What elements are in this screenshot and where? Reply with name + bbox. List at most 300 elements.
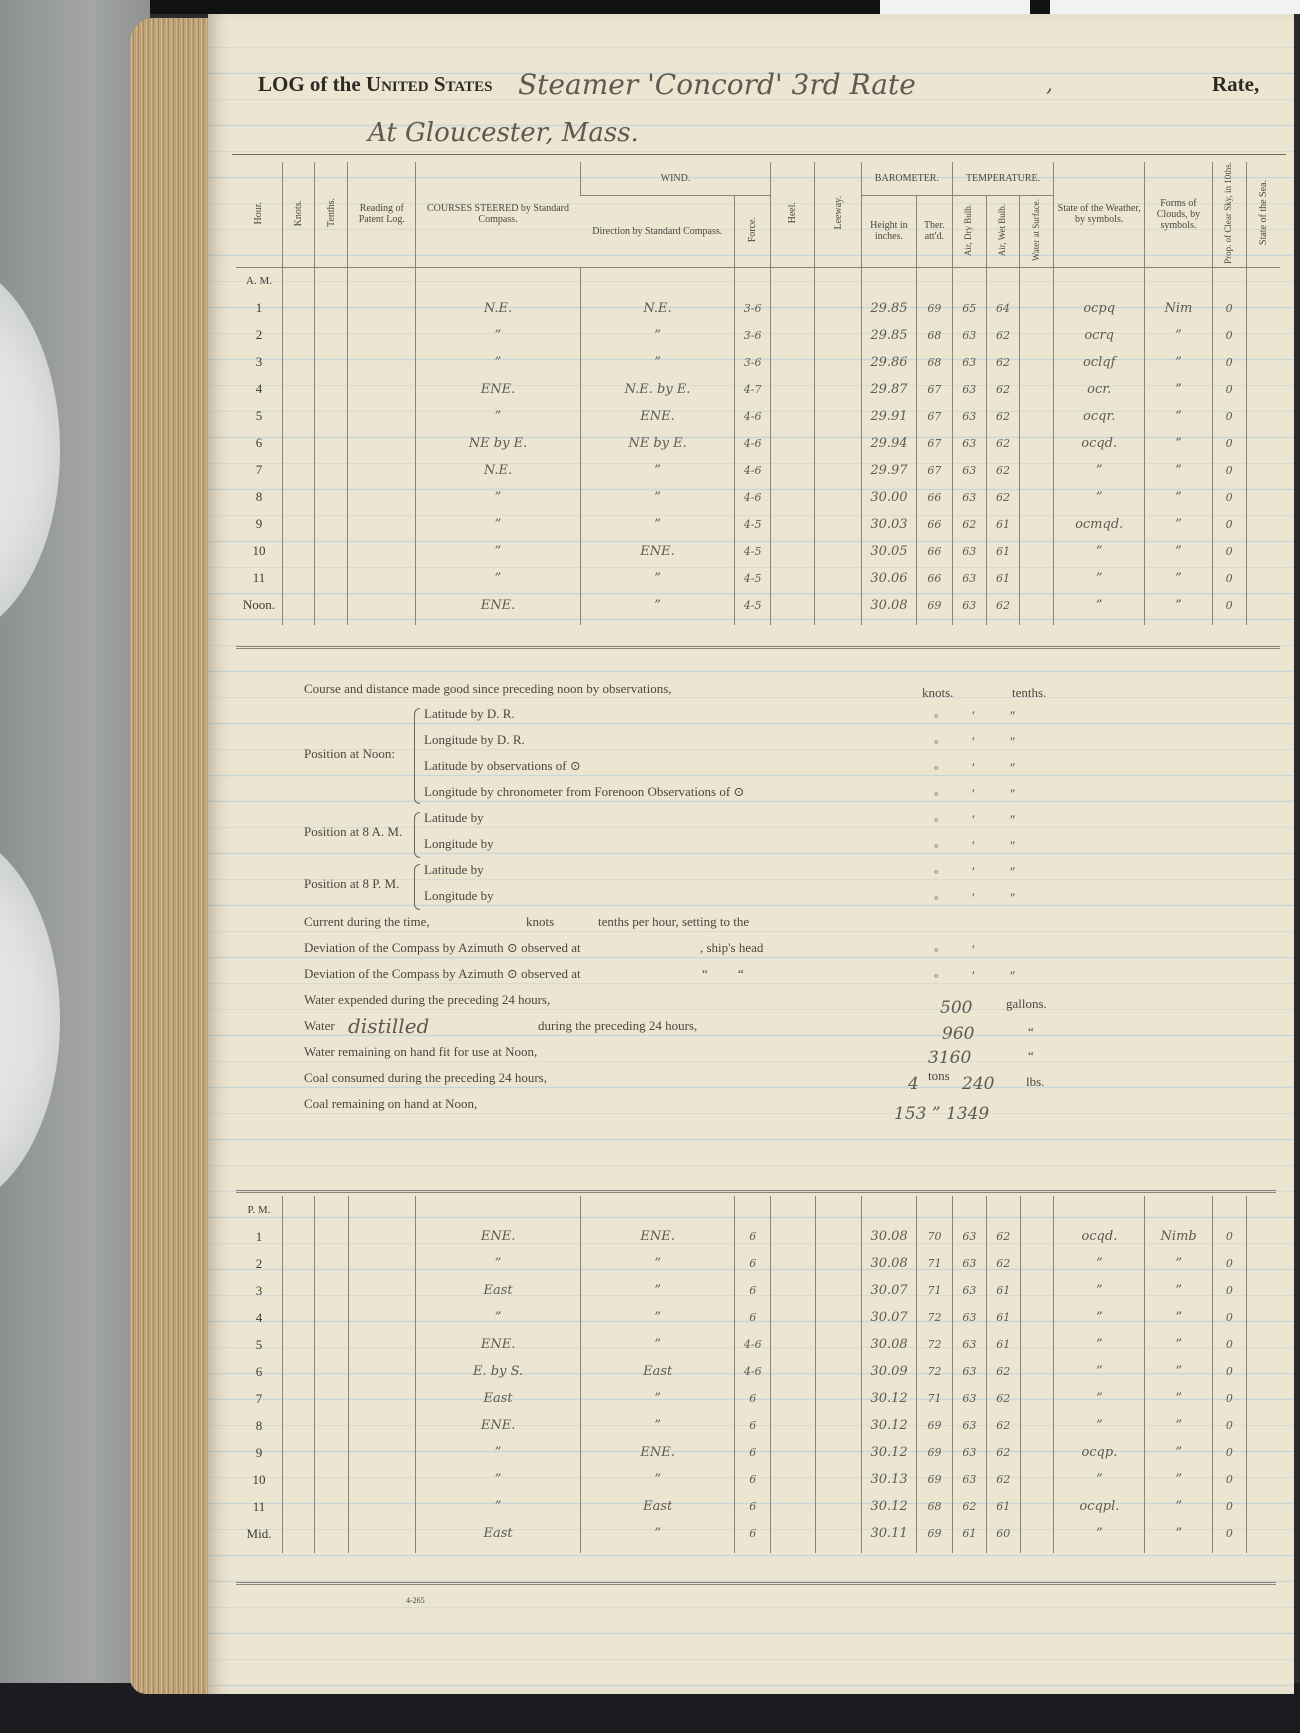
cell-wet: 62 [986,349,1020,376]
cell-wet: 61 [986,511,1020,538]
table-cell [1246,457,1280,484]
table-cell [236,619,282,625]
table-cell [735,619,771,625]
table-row [236,457,1280,484]
table-row [236,1304,1276,1331]
table-cell [1246,1439,1276,1466]
table-cell [771,1385,815,1412]
cell-weather: ocqd. [1054,1223,1145,1250]
table-cell [283,1331,315,1358]
cell-clouds: ” [1145,1466,1213,1493]
cell-clouds: ” [1145,511,1213,538]
cell-clear: 0 [1212,1223,1246,1250]
cell-ther: 69 [917,1520,953,1547]
cell-course: ” [416,1493,581,1520]
cell-clouds: ” [1145,376,1213,403]
cell-weather: ” [1054,1385,1145,1412]
lon-dr-label: Longitude by D. R. [424,732,525,747]
table-cell [771,1358,815,1385]
cell-clear: 0 [1212,592,1246,619]
cell-clear: 0 [1212,1466,1246,1493]
table-row [236,267,1280,295]
cell-force: 6 [735,1466,771,1493]
cell-dry: 63 [953,1304,987,1331]
water-remaining-label: Water remaining on hand fit for use at Noon, [304,1044,538,1059]
table-cell [1246,1358,1276,1385]
table-cell [952,267,986,295]
table-row [236,1493,1276,1520]
table-cell [815,1358,862,1385]
cell-dry: 63 [953,1439,987,1466]
table-row [236,376,1280,403]
cell-height: 29.97 [861,457,916,484]
table-cell [282,511,314,538]
cell-clouds: ” [1145,322,1213,349]
cell-course: ” [416,484,581,511]
table-cell [815,1493,862,1520]
table-cell [283,1358,315,1385]
cell-force: 6 [735,1493,771,1520]
cell-course: ” [416,1466,581,1493]
table-row [236,1385,1276,1412]
table-cell [348,1439,416,1466]
cell-hour: Noon. [242,597,276,613]
table-cell [314,267,348,295]
cell-wet: 62 [986,484,1020,511]
table-cell [1020,1358,1054,1385]
water-distilled-label: during the preceding 24 hours, [538,1018,698,1033]
cell-hour: 9 [255,1444,263,1460]
cell-wet: 62 [986,403,1020,430]
table-cell [815,484,861,511]
cell-ther: 71 [917,1385,953,1412]
cell-weather: ocqp. [1054,1439,1145,1466]
cell-course: ” [416,1250,581,1277]
table-cell [771,565,815,592]
table-cell [348,592,416,619]
table-cell [1246,295,1280,322]
min-mark: ′ [972,734,975,749]
table-cell [771,592,815,619]
cell-wet: 62 [986,322,1020,349]
col-ther: Ther. att'd. [916,195,952,267]
table-cell [815,403,861,430]
lon-chron-label: Longitude by chronometer from Forenoon Observations of ⊙ [424,784,745,799]
cell-ther: 72 [917,1358,953,1385]
table-cell [1020,484,1054,511]
cell-clear: 0 [1212,1520,1246,1547]
table-cell [1246,1223,1276,1250]
cell-force: 6 [735,1304,771,1331]
cell-clouds: ” [1145,1358,1213,1385]
am-log-table [236,162,1280,625]
cell-course: East [416,1520,581,1547]
water-distilled-hand: distilled [348,1014,430,1038]
table-cell [771,1493,815,1520]
table-cell [1020,1466,1054,1493]
table-row [236,349,1280,376]
col-leeway: Leeway. [815,162,861,267]
table-row [236,430,1280,457]
col-tenths: Tenths. [314,162,348,267]
table-cell [1020,1277,1054,1304]
position-8am-label: Position at 8 A. M. [304,824,403,839]
table-cell [862,1196,917,1223]
cell-ther: 70 [917,1223,953,1250]
vessel-name: Steamer 'Concord' 3rd Rate [518,68,916,101]
table-cell [771,403,815,430]
ditto-mark: “ [1028,1048,1034,1063]
ditto-mark: “ [702,966,708,981]
table-cell [815,1385,862,1412]
min-mark: ′ [972,942,975,957]
table-cell [1246,619,1280,625]
cell-course: East [416,1277,581,1304]
table-cell [1246,1304,1276,1331]
col-wind: WIND. [580,162,770,195]
cell-force: 3-6 [735,349,771,376]
cell-force: 6 [735,1385,771,1412]
table-cell [1246,1493,1276,1520]
table-cell [1246,1385,1276,1412]
table-cell [1020,1439,1054,1466]
table-cell [314,457,348,484]
cell-wind: East [581,1358,735,1385]
cell-ther: 66 [916,538,952,565]
cell-ther: 71 [917,1250,953,1277]
table-cell [1246,376,1280,403]
cell-course: ” [416,511,581,538]
cell-course: N.E. [416,457,581,484]
table-cell [1020,349,1054,376]
cell-course: ENE. [416,1331,581,1358]
cell-ther: 72 [917,1304,953,1331]
table-cell [416,267,581,295]
table-cell [815,322,861,349]
table-cell [771,1466,815,1493]
table-cell [283,1223,315,1250]
cell-force: 3-6 [735,322,771,349]
table-cell [283,1466,315,1493]
table-cell [314,1385,348,1412]
table-cell [282,376,314,403]
position-8pm-label: Position at 8 P. M. [304,876,400,891]
table-cell [861,619,916,625]
table-cell [862,1547,917,1553]
table-cell [916,619,952,625]
table-cell [348,484,416,511]
table-cell [1020,511,1054,538]
min-mark: ′ [972,968,975,983]
table-cell [1020,322,1054,349]
table-cell [348,403,416,430]
top-strip [150,0,1300,14]
cell-hour: 5 [255,1336,263,1352]
table-cell [1020,1304,1054,1331]
table-cell [986,1196,1020,1223]
cell-wind: ” [580,457,734,484]
table-cell [815,1277,862,1304]
cell-force: 6 [735,1250,771,1277]
cell-weather: ” [1054,1412,1145,1439]
brace [414,708,420,804]
table-cell [348,1466,416,1493]
table-row [236,322,1280,349]
cell-clouds: ” [1145,1385,1213,1412]
cell-weather: ocrq [1054,322,1145,349]
table-cell [581,1547,735,1553]
deg-mark: ◦ [934,734,939,749]
table-cell [1212,267,1246,295]
brace [414,812,420,858]
cell-weather: ocqpl. [1054,1493,1145,1520]
table-cell [917,1196,953,1223]
cell-clear: 0 [1212,430,1246,457]
cell-dry: 63 [953,1223,987,1250]
cell-dry: 62 [953,1493,987,1520]
table-cell [771,538,815,565]
table-cell [1246,1250,1276,1277]
table-cell [771,295,815,322]
cell-wind: ” [581,1277,735,1304]
cell-clear: 0 [1212,511,1246,538]
table-cell [580,267,734,295]
cell-course: East [416,1385,581,1412]
cell-clouds: ” [1145,349,1213,376]
rule [236,646,1280,649]
table-cell [348,267,416,295]
cell-course: E. by S. [416,1358,581,1385]
table-cell [314,1277,348,1304]
cell-clear: 0 [1212,1493,1246,1520]
cell-force: 4-7 [735,376,771,403]
table-cell [314,1493,348,1520]
cell-clouds: ” [1145,565,1213,592]
cell-weather: ” [1054,1466,1145,1493]
table-cell [282,565,314,592]
table-cell [416,1547,581,1553]
sec-mark: ″ [1010,786,1016,801]
table-cell [1246,1277,1276,1304]
cell-height: 30.06 [861,565,916,592]
cell-clear: 0 [1212,457,1246,484]
position-noon-label: Position at Noon: [304,746,396,761]
table-cell [282,592,314,619]
cell-clear: 0 [1212,1331,1246,1358]
lon-by-label: Longitude by [424,836,494,851]
table-cell [1246,322,1280,349]
table-cell [348,538,416,565]
water-remaining-value: 3160 [928,1048,972,1068]
cell-wind: ENE. [581,1223,735,1250]
table-cell [283,1277,315,1304]
cell-clear: 0 [1212,376,1246,403]
cell-wind: ” [580,565,734,592]
min-mark: ′ [972,890,975,905]
cell-wind: ” [581,1250,735,1277]
table-cell [1020,457,1054,484]
cell-ther: 69 [916,592,952,619]
table-cell [815,538,861,565]
cell-height: 30.12 [862,1493,917,1520]
table-row [236,619,1280,625]
cell-weather: ” [1054,1277,1145,1304]
table-cell [735,1547,771,1553]
cell-course: ” [416,403,581,430]
cell-weather: ocmqd. [1054,511,1145,538]
table-cell [1054,1547,1145,1553]
table-cell [1020,430,1054,457]
table-cell [1246,403,1280,430]
cell-wet: 62 [986,1466,1020,1493]
table-cell [771,1412,815,1439]
cell-wet: 62 [986,1223,1020,1250]
table-cell [314,592,348,619]
table-cell [815,1331,862,1358]
table-cell [815,267,861,295]
table-cell [283,1520,315,1547]
cell-height: 30.08 [862,1331,917,1358]
cell-weather: ” [1054,457,1145,484]
table-cell [771,1331,815,1358]
cell-ther: 69 [917,1412,953,1439]
cell-force: 6 [735,1439,771,1466]
knots-label: knots. [922,685,954,700]
cell-force: 4-5 [735,565,771,592]
table-cell [1246,538,1280,565]
cell-wind: ” [580,322,734,349]
cell-force: 4-5 [735,538,771,565]
col-force: Force. [735,195,771,267]
current-tenths-label: tenths per hour, setting to the [598,914,750,929]
table-row [236,1520,1276,1547]
table-cell [1212,1547,1246,1553]
cell-hour: 11 [252,1498,266,1514]
lat-by-label: Latitude by [424,810,484,825]
cell-wind: ” [581,1385,735,1412]
cell-weather: ” [1054,1520,1145,1547]
table-cell [314,511,348,538]
table-cell [348,1520,416,1547]
cell-weather: ” [1054,484,1145,511]
table-cell [1145,1547,1213,1553]
cell-clouds: ” [1145,1250,1213,1277]
cell-clear: 0 [1212,349,1246,376]
table-cell [1246,267,1280,295]
table-row [236,484,1280,511]
cell-wet: 62 [986,1250,1020,1277]
cell-clouds: ” [1145,1412,1213,1439]
cell-height: 30.07 [862,1277,917,1304]
table-cell [771,1196,815,1223]
cell-height: 30.09 [862,1358,917,1385]
table-cell [283,1547,315,1553]
cell-weather: ” [1054,1250,1145,1277]
cell-height: 30.12 [862,1385,917,1412]
cell-height: 30.13 [862,1466,917,1493]
table-cell [1020,1412,1054,1439]
table-cell [771,1547,815,1553]
cell-ther: 69 [916,295,952,322]
table-cell [1246,430,1280,457]
table-row [236,295,1280,322]
table-cell [1054,267,1145,295]
cell-hour: Mid. [246,1525,272,1541]
cell-wind: ENE. [580,403,734,430]
table-cell [1020,403,1054,430]
cell-hour: 7 [255,1390,263,1406]
cell-force: 3-6 [735,295,771,322]
water-expended-label: Water expended during the preceding 24 hours, [304,992,551,1007]
cell-height: 30.05 [861,538,916,565]
cell-dry: 63 [953,1331,987,1358]
table-row [236,511,1280,538]
cell-height: 30.08 [862,1250,917,1277]
table-cell [283,1304,315,1331]
cell-hour: 8 [255,489,263,505]
table-cell [952,619,986,625]
table-cell [314,322,348,349]
table-cell [348,322,416,349]
table-cell [283,1250,315,1277]
cell-weather: ocpq [1054,295,1145,322]
cell-clouds: ” [1145,538,1213,565]
table-cell [348,1277,416,1304]
cell-wind: ENE. [581,1439,735,1466]
col-hour: Hour. [236,162,282,267]
table-row [236,403,1280,430]
cell-wind: ” [581,1466,735,1493]
cell-force: 4-6 [735,430,771,457]
cell-wind: ” [581,1304,735,1331]
cell-wet: 61 [986,1277,1020,1304]
cell-ther: 67 [916,403,952,430]
col-patent-log: Reading of Patent Log. [348,162,416,267]
table-cell [581,1196,735,1223]
cell-height: 29.85 [861,295,916,322]
sec-mark: ″ [1010,812,1016,827]
tons-label: tons [928,1068,950,1083]
cell-ther: 68 [916,322,952,349]
rule [236,1582,1276,1585]
min-mark: ′ [972,708,975,723]
table-cell [917,1547,953,1553]
cell-force: 6 [735,1412,771,1439]
period-label: P. M. [247,1203,271,1216]
cell-ther: 66 [916,511,952,538]
table-cell [771,1304,815,1331]
cell-course: ” [416,538,581,565]
cell-ther: 67 [916,430,952,457]
cell-hour: 1 [255,1228,263,1244]
table-cell [314,1547,348,1553]
cell-course: ENE. [416,376,581,403]
table-cell [314,1520,348,1547]
table-cell [348,1331,416,1358]
table-cell [283,1196,315,1223]
cell-height: 30.08 [862,1223,917,1250]
col-weather: State of the Weather, by symbols. [1054,162,1145,267]
sec-mark: ″ [1010,734,1016,749]
cell-force: 4-6 [735,457,771,484]
col-heel: Heel. [771,162,815,267]
table-cell [815,295,861,322]
table-row [236,538,1280,565]
current-label: Current during the time, [304,914,430,929]
cell-dry: 63 [953,1466,987,1493]
table-cell [1246,1547,1276,1553]
table-cell [815,1250,862,1277]
